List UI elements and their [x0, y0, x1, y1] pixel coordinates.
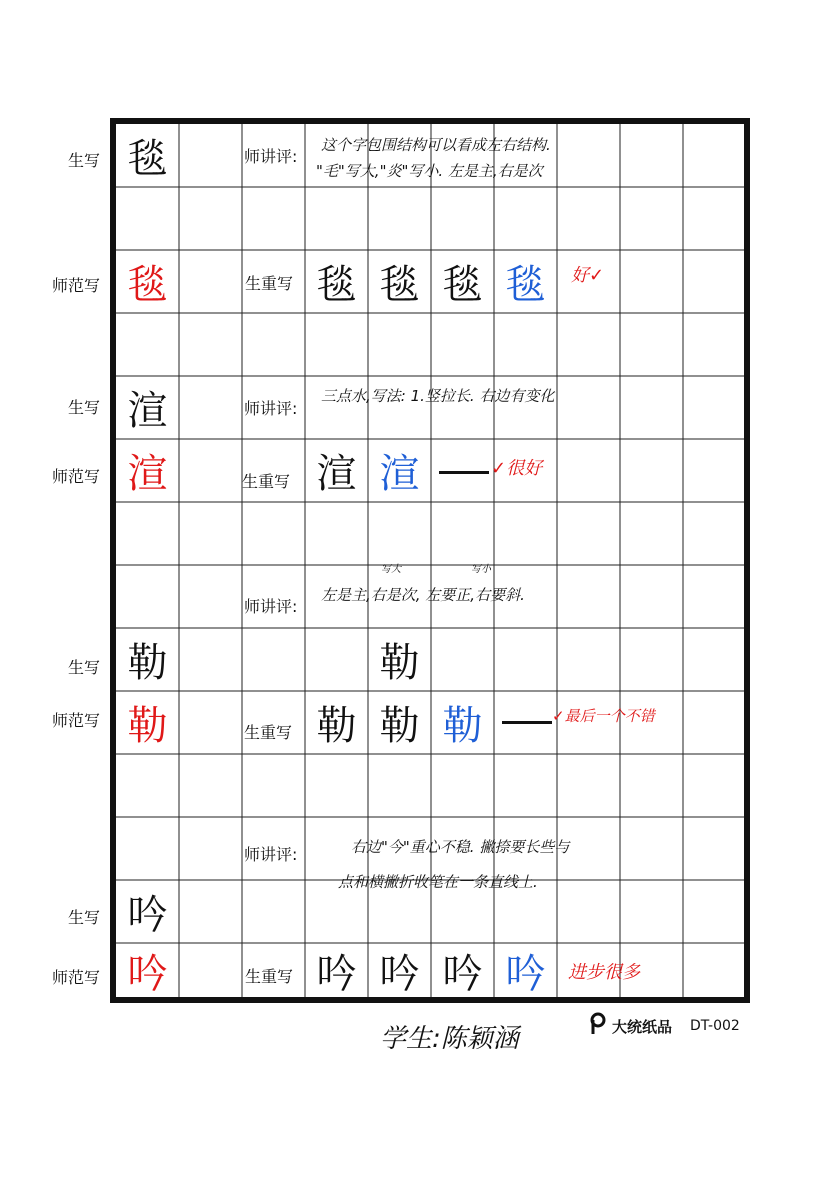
teacher-char-2: 渲 — [127, 451, 168, 497]
rewrite-2-2: 渲 — [379, 451, 420, 497]
teacher-comment-2-line-1: 三点水,写法: 1.竖拉长. 右边有变化 — [321, 387, 555, 405]
rewrite-4-2: 吟 — [379, 950, 420, 997]
extra-char-3: 勒 — [379, 640, 420, 686]
rewrite-3-2: 勒 — [379, 703, 420, 749]
teacher-comment-label-1: 师讲评: — [244, 147, 298, 166]
stroke-dash-3 — [502, 721, 552, 724]
teacher-remark-2: ✓很好 — [491, 458, 543, 479]
teacher-char-1: 毯 — [127, 262, 168, 308]
rewrite-3-3: 勒 — [442, 703, 483, 749]
practice-grid — [110, 118, 750, 1003]
rewrite-4-3: 吟 — [442, 950, 483, 997]
teacher-char-4: 吟 — [127, 950, 168, 997]
student-rewrite-label-2: 生重写 — [242, 472, 291, 491]
label-student-write-3: 生写 — [67, 658, 100, 677]
product-code: DT-002 — [690, 1018, 740, 1034]
label-teacher-model-3: 师范写 — [51, 711, 100, 730]
student-char-2: 渲 — [127, 388, 168, 434]
teacher-comment-4-line-1: 右边"今"重心不稳. 撇捺要长些与 — [351, 838, 570, 856]
brand-logo-icon — [588, 1012, 608, 1040]
label-teacher-model-4: 师范写 — [51, 968, 100, 987]
student-char-4: 吟 — [127, 892, 168, 938]
teacher-comment-4-line-2: 点和横撇折收笔在一条直线上. — [338, 873, 538, 891]
rewrite-1-3: 毯 — [442, 262, 483, 308]
student-rewrite-label-4: 生重写 — [245, 967, 294, 986]
rewrite-1-2: 毯 — [379, 262, 420, 308]
student-char-3: 勒 — [127, 640, 168, 686]
label-student-write-1: 生写 — [67, 151, 100, 170]
student-char-1: 毯 — [127, 136, 168, 182]
rewrite-2-1: 渲 — [316, 451, 357, 497]
brand-name: 大统纸品 — [612, 1018, 673, 1036]
student-name: 学生:陈颖涵 — [380, 1024, 519, 1054]
rewrite-1-4: 毯 — [505, 262, 546, 308]
label-student-write-4: 生写 — [67, 908, 100, 927]
teacher-comment-label-4: 师讲评: — [244, 845, 298, 864]
stroke-dash-2 — [439, 471, 489, 474]
teacher-remark-3: ✓最后一个不错 — [552, 707, 655, 725]
student-rewrite-label-3: 生重写 — [244, 723, 293, 742]
teacher-comment-label-3: 师讲评: — [244, 597, 298, 616]
label-student-write-2: 生写 — [67, 398, 100, 417]
teacher-remark-1: 好✓ — [571, 265, 605, 286]
teacher-comment-label-2: 师讲评: — [244, 399, 298, 418]
comment-annotation-3-1: 写大 — [381, 564, 401, 575]
rewrite-1-1: 毯 — [316, 262, 357, 308]
comment-annotation-3-2: 写小 — [471, 564, 491, 575]
teacher-comment-1-line-1: 这个字包围结构可以看成左右结构. — [321, 136, 551, 154]
rewrite-4-1: 吟 — [316, 950, 357, 997]
teacher-comment-1-line-2: "毛"写大,"炎"写小. 左是主,右是次 — [316, 162, 543, 180]
rewrite-4-4: 吟 — [505, 950, 546, 997]
teacher-comment-3-line-1: 左是主,右是次, 左要正,右要斜. — [321, 586, 525, 604]
teacher-remark-4: 进步很多 — [568, 962, 640, 983]
label-teacher-model-1: 师范写 — [51, 276, 100, 295]
teacher-char-3: 勒 — [127, 703, 168, 749]
label-teacher-model-2: 师范写 — [51, 467, 100, 486]
rewrite-3-1: 勒 — [316, 703, 357, 749]
student-rewrite-label-1: 生重写 — [245, 274, 294, 293]
